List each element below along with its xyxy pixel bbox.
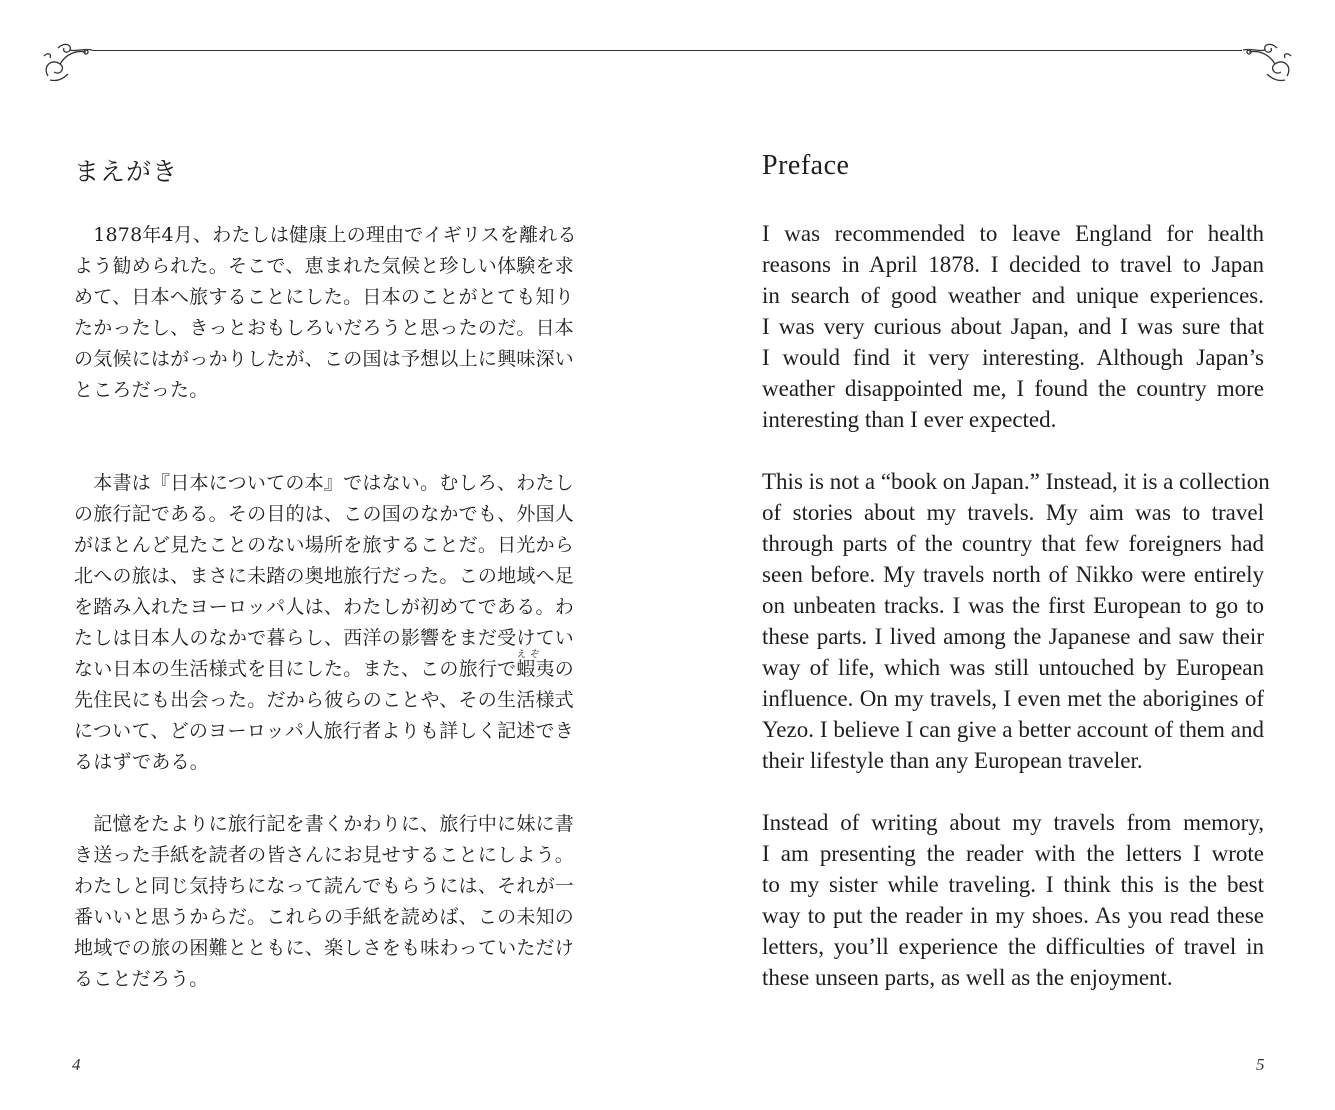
text-line: たしは日本人のなかで暮らし、西洋の影響をまだ受けてい — [74, 627, 574, 649]
text-line: 1878年4月、わたしは健康上の理由でイギリスを離れる — [74, 224, 577, 246]
text-line: in search of good weather and unique experiences. — [762, 283, 1264, 308]
text-line: を踏み入れたヨーロッパ人は、わたしが初めてである。わ — [74, 596, 574, 618]
text-line: 北への旅は、まさに未踏の奥地旅行だった。この地域へ足 — [74, 565, 574, 587]
paragraph-1 — [74, 220, 577, 406]
text-line: letters, you’ll experience the difficulties of travel in — [762, 934, 1264, 959]
right-page — [667, 0, 1335, 1110]
text-line: reasons in April 1878. I decided to travel to Japan — [762, 252, 1264, 277]
text-line: their lifestyle than any European traveler. — [762, 748, 1143, 773]
paragraph-2 — [74, 468, 574, 778]
text-line: ることだろう。 — [74, 968, 209, 990]
text-line: よう勧められた。そこで、恵まれた気候と珍しい体験を求 — [74, 255, 574, 277]
text-line: 本書は『日本についての本』ではない。むしろ、わたし — [74, 472, 574, 494]
text-line: たかったし、きっとおもしろいだろうと思ったのだ。日本 — [74, 317, 574, 339]
text-line: 先住民にも出会った。だから彼らのことや、その生活様式 — [74, 689, 574, 711]
text-line: 番いいと思うからだ。これらの手紙を読めば、この未知の — [74, 906, 574, 928]
page-number: 5 — [1256, 1055, 1265, 1074]
ruby-annotation: えぞ — [517, 650, 544, 660]
text-line: Yezo. I believe I can give a better account of them and — [762, 717, 1264, 742]
page-title: Preface — [762, 150, 850, 181]
text-line: these unseen parts, as well as the enjoyment. — [762, 965, 1173, 990]
text-line: these parts. I lived among the Japanese and saw their — [762, 624, 1264, 649]
text-line: to my sister while traveling. I think this is the best — [762, 872, 1264, 897]
text-line: の気候にはがっかりしたが、この国は予想以上に興味深い — [74, 348, 574, 370]
paragraph-3 — [74, 809, 574, 995]
text-line: I am presenting the reader with the letters I wrote — [762, 841, 1264, 866]
left-page — [0, 0, 667, 1110]
text-line: influence. On my travels, I even met the aborigines of — [762, 686, 1264, 711]
page-title: まえがき — [74, 157, 179, 186]
text-line: I would find it very interesting. Although Japan’s — [762, 345, 1264, 370]
text-line: through parts of the country that few foreigners had — [762, 531, 1264, 556]
text-line: This is not a “book on Japan.” Instead, it is a collection — [762, 469, 1270, 494]
text-line: の旅行記である。その目的は、この国のなかでも、外国人 — [74, 503, 574, 525]
text-line: on unbeaten tracks. I was the first European to go to — [762, 593, 1264, 618]
page-number: 4 — [72, 1055, 81, 1074]
paragraph-1 — [762, 218, 1264, 435]
text-line: way of life, which was still untouched by European — [762, 655, 1264, 680]
header-rule — [667, 50, 1242, 51]
header-rule — [92, 50, 667, 51]
text-line: 地域での旅の困難とともに、楽しさをも味わっていただけ — [74, 937, 574, 959]
text-line: weather disappointed me, I found the country more — [762, 376, 1264, 401]
text-line: Instead of writing about my travels from memory, — [762, 810, 1264, 835]
text-line: るはずである。 — [74, 751, 209, 773]
text-line: 記憶をたよりに旅行記を書くかわりに、旅行中に妹に書 — [74, 813, 574, 835]
paragraph-2 — [762, 466, 1270, 776]
text-line: がほとんど見たことのない場所を旅することだ。日光から — [74, 534, 574, 556]
text-line: interesting than I ever expected. — [762, 407, 1057, 432]
text-line: ない日本の生活様式を目にした。また、この旅行で蝦夷の — [74, 658, 574, 680]
text-line: I was very curious about Japan, and I was sure that — [762, 314, 1264, 339]
text-line: way to put the reader in my shoes. As you read these — [762, 903, 1264, 928]
paragraph-3 — [762, 807, 1264, 993]
corner-ornament-icon — [40, 36, 100, 86]
corner-ornament-icon — [1235, 36, 1295, 86]
text-line: について、どのヨーロッパ人旅行者よりも詳しく記述でき — [74, 720, 574, 742]
text-line: I was recommended to leave England for health — [762, 221, 1264, 246]
text-line: めて、日本へ旅することにした。日本のことがとても知り — [74, 286, 574, 308]
text-line: わたしと同じ気持ちになって読んでもらうには、それが一 — [74, 875, 574, 897]
text-line: き送った手紙を読者の皆さんにお見せすることにしよう。 — [74, 844, 574, 866]
text-line: of stories about my travels. My aim was to travel — [762, 500, 1264, 525]
text-line: seen before. My travels north of Nikko were entirely — [762, 562, 1264, 587]
text-line: ところだった。 — [74, 379, 209, 401]
